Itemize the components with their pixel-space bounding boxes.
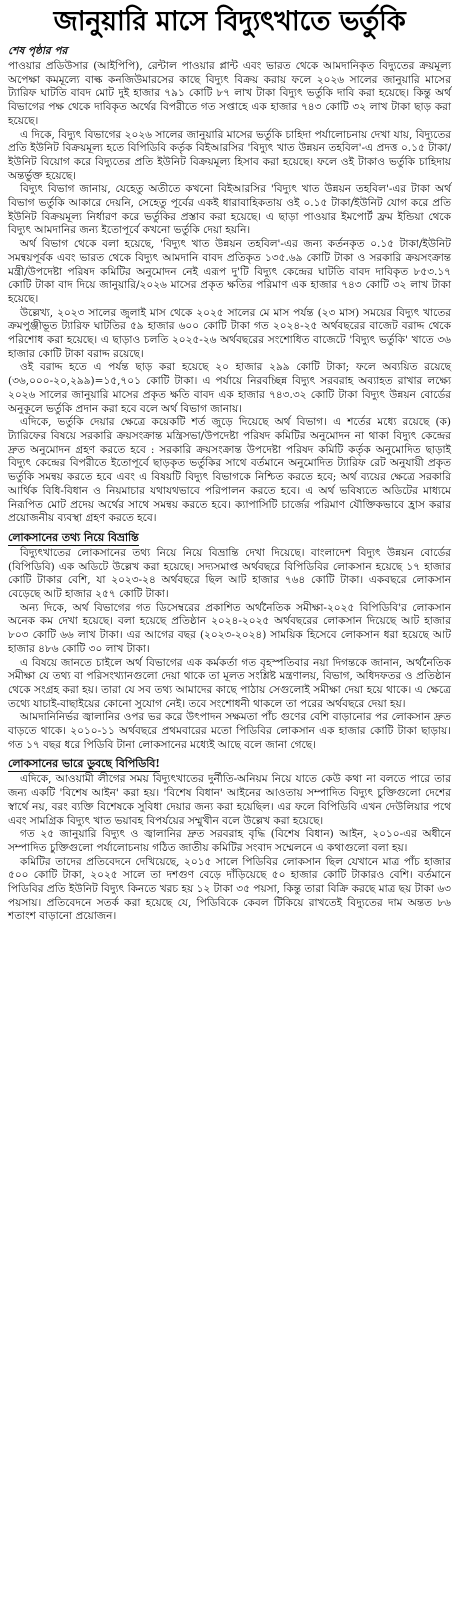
paragraph: এ দিকে, বিদ্যুৎ বিভাগের ২০২৬ সালের জানুয়ারি মাসের ভর্তুকি চাহিদা পর্যালোচনায় দেখা যায়, বিদ্যুতের প্রতি ইউনিট বিক্রয়মূল্য হতে বিপিডিবি কর্তৃক বিইআরসির 'বিদ্যুৎ খাত উন্নয়ন তহবিল'-এ প্রদত্ত ০.১৫ টাকা/ইউনিট বিয়োগ করে বিদ্যুতের প্রতি ইউনিট বিক্রয়মূল্য হিসাব করা হয়েছে। ফলে ওই টাকাও ভর্তুকি চাহিদায় অন্তর্ভুক্ত হয়েছে।	[8, 128, 451, 182]
section-heading-bpdb-sinking: লোকসানের ভারে ডুবছে বিপিডিবি!	[8, 757, 161, 771]
paragraph: বিদ্যুৎখাতের লোকসানের তথ্য নিয়ে নিয়ে বিভ্রান্তি দেখা দিয়েছে। বাংলাদেশ বিদ্যুৎ উন্নয়ন বোর্ডের (বিপিডিবি) এক অডিটে উল্লেখ করা হয়েছে। সদ্যসমাপ্ত অর্থবছরে বিপিডিবির লোকসান হয়েছে ১৭ হাজার কোটি টাকার বেশি, যা ২০২৩-২৪ অর্থবছরে ছিল আট হাজার ৭৬৪ কোটি টাকা। একবছরে লোকসান বেড়েছে আট হাজার ২৫৭ কোটি টাকা।	[8, 546, 451, 601]
paragraph: এ বিষয়ে জানতে চাইলে অর্থ বিভাগের এক কর্মকর্তা গত বৃহস্পতিবার নয়া দিগন্তকে জানান, অর্থনৈতিক সমীক্ষা যে তথ্য বা পরিসংখ্যানগুলো দেয়া থাকে তা মূলত সংশ্লিষ্ট মন্ত্রণালয়, বিভাগ, অধিদফতর ও প্রতিষ্ঠান থেকে সংগ্রহ করা হয়। তারা যে সব তথ্য আমাদের কাছে পাঠায় সেগুলোই সমীক্ষা দেয়া হয়ে থাকে। এ ক্ষেত্রে তথ্যে যাচাই-বাছাইয়ের কোনো সুযোগ নেই। তবে সংশোধনী থাকলে তা পরের অর্থবছরে দেয়া হয়।	[8, 656, 451, 710]
paragraph: বিদ্যুৎ বিভাগ জানায়, যেহেতু অতীতে কখনো বিইআরসির 'বিদ্যুৎ খাত উন্নয়ন তহবিল'-এর টাকা অর্থ বিভাগ ভর্তুকি আকারে দেয়নি, সেহেতু পূর্বের একই ধারাবাহিকতায় ওই ০.১৫ টাকা/ইউনিট যোগ করে প্রতি ইউনিট বিক্রয়মূল্য নির্ধারণ করে ভর্তুকির প্রস্তাব করা হয়েছে। এ ছাড়া পাওয়ার ইমপোর্ট ফ্রম ইন্ডিয়া থেকে বিদ্যুৎ আমদানির জন্য ইতোপূর্বে কখনো ভর্তুকি দেয়া হয়নি।	[8, 183, 451, 237]
paragraph: কমিটির তাদের প্রতিবেদনে দেখিয়েছে, ২০১৫ সালে পিডিবির লোকসান ছিল যেখানে মাত্র পাঁচ হাজার ৫০০ কোটি টাকা, ২০২৫ সালে তা দশগুণ বেড়ে দাঁড়িয়েছে ৫০ হাজার কোটি টাকারও বেশি। বর্তমানে পিডিবির প্রতি ইউনিট বিদ্যুৎ কিনতে খরচ হয় ১২ টাকা ৩৫ পয়সা, কিন্তু তারা বিক্রি করছে মাত্র ছয় টাকা ৬৩ পয়সায়। প্রতিবেদনে সতর্ক করা হয়েছে যে, পিডিবিকে কেবল টিকিয়ে রাখতেই বিদ্যুতের দাম অন্তত ৮৬ শতাংশ বাড়ানো প্রয়োজন।	[8, 855, 451, 923]
paragraph: আমদানিনির্ভর জ্বালানির ওপর ভর করে উৎপাদন সক্ষমতা পাঁচ গুণের বেশি বাড়ানোর পর লোকসান দ্রুত বাড়তে থাকে। ২০১০-১১ অর্থবছরে প্রথমবারের মতো পিডিবির লোকসান এক হাজার কোটি টাকা ছাড়ায়। গত ১৭ বছর ধরে পিডিবি টানা লোকসানের মধ্যেই আছে বলে জানা গেছে।	[8, 711, 451, 751]
paragraph: গত ২৫ জানুয়ারি বিদ্যুৎ ও জ্বালানির দ্রুত সরবরাহ বৃদ্ধি (বিশেষ বিধান) আইন, ২০১০-এর অধীনে সম্পাদিত চুক্তিগুলো পর্যালোচনায় গঠিত জাতীয় কমিটির সংবাদ সম্মেলনে এ কথাগুলো বলা হয়।	[8, 828, 451, 854]
section-heading-loss-info: লোকসানের তথ্য নিয়ে বিভ্রান্তি	[8, 530, 139, 544]
headline: জানুয়ারি মাসে বিদ্যুৎখাতে ভর্তুকি	[53, 6, 406, 37]
paragraph: ওই বরাদ্দ হতে এ পর্যন্ত ছাড় করা হয়েছে ২০ হাজার ২৯৯ কোটি টাকা; ফলে অব্যয়িত রয়েছে (৩৬,০০০-২০,২৯৯)=১৫,৭০১ কোটি টাকা। এ পর্যায়ে নিরবচ্ছিন্ন বিদ্যুৎ সরবরাহ অব্যাহত রাখার লক্ষ্যে ২০২৬ সালের জানুয়ারি মাসের প্রকৃত ক্ষতি বাবদ এক হাজার ৭৪৩.৩২ কোটি টাকা বিদ্যুৎ উন্নয়ন বোর্ডের অনুকূলে ভর্তুকি প্রদান করা হবে বলে অর্থ বিভাগ জানায়।	[8, 361, 451, 415]
paragraph: এদিকে, আওয়ামী লীগের সময় বিদ্যুৎখাতের দুর্নীতি-অনিয়ম নিয়ে যাতে কেউ কথা না বলতে পারে তার জন্য একটি 'বিশেষ আইন' করা হয়। 'বিশেষ বিধান' আইনের আওতায় সম্পাদিত বিদ্যুৎ চুক্তিগুলো দেশের স্বার্থে নয়, বরং ব্যক্তি বিশেষকে সুবিধা দেয়ার জন্য করা হয়েছিল। এর ফলে বিপিডিবি এখন দেউলিয়ার পথে এবং সামগ্রিক বিদ্যুৎ খাত ভয়াবহ বিপর্যয়ের সম্মুখীন বলে উল্লেখ করা হয়েছে।	[8, 773, 451, 827]
paragraph: অন্য দিকে, অর্থ বিভাগের গত ডিসেম্বরের প্রকাশিত অর্থনৈতিক সমীক্ষা-২০২৫ বিপিডিবি'র লোকসান অনেক কম দেখা হয়েছে। বলা হয়েছে প্রতিষ্ঠান ২০২৪-২০২৫ অর্থবছরের লোকসান দিয়েছে আট হাজার ৮০৩ কোটি ৬৬ লাখ টাকা। এর আগের বছর (২০২৩-২০২৪) সাময়িক হিসেবে লোকসান ধরা হয়েছে আট হাজার ৪৮৬ কোটি ৩০ লাখ টাকা।	[8, 601, 451, 655]
paragraph: এদিকে, ভর্তুকি দেয়ার ক্ষেত্রে কয়েকটি শর্ত জুড়ে দিয়েছে অর্থ বিভাগ। এ শর্তের মধ্যে রয়েছে (ক) ট্যারিফের বিষয়ে সরকারি ক্রয়সংক্রান্ত মন্ত্রিসভা/উপদেষ্টা পরিষদ কমিটির অনুমোদন না থাকা বিদ্যুৎ কেন্দ্রের দ্রুত অনুমোদন গ্রহণ করতে হবে : সরকারি ক্রয়সংক্রান্ত উপদেষ্টা পরিষদ কমিটি কর্তৃক অনুমোদিত ছাড়াই বিদ্যুৎ কেন্দ্রের বিপরীতে ইতোপূর্বে ছাড়কৃত ভর্তুকির সাথে বর্তমানে অনুমোদিত ট্যারিফ রেট অনুযায়ী প্রকৃত ভর্তুকি সমন্বয় করতে হবে এবং এ বিষয়টি বিদ্যুৎ বিভাগকে নিশ্চিত করতে হবে; অর্থ ব্যয়ের ক্ষেত্রে সরকারি আর্থিক বিধি-বিধান ও নিয়মাচার যথাযথভাবে পরিপালন করতে হবে। এ অর্থ ভবিষ্যতে অডিটের মাধ্যমে নিরূপিত মোট প্রদেয় অর্থের সাথে সমন্বয় করতে হবে। ক্যাপাসিটি চার্জের পরিমাণ যৌক্তিকভাবে হ্রাস করার প্রয়োজনীয় ব্যবস্থা গ্রহণ করতে হবে।	[8, 416, 451, 525]
paragraph: উল্লেখ্য, ২০২৩ সালের জুলাই মাস থেকে ২০২৫ সালের মে মাস পর্যন্ত (২৩ মাস) সময়ের বিদ্যুৎ খাতের ক্রমপুঞ্জীভূত ট্যারিফ ঘাটতির ৫৯ হাজার ৬০০ কোটি টাকা গত ২০২৪-২৫ অর্থবছরের বাজেট বরাদ্দ থেকে পরিশোধ করা হয়েছে। এ ছাড়াও চলতি ২০২৫-২৬ অর্থবছরের সংশোধিত বাজেটে 'বিদ্যুৎ ভর্তুকি' খাতে ৩৬ হাজার কোটি টাকা বরাদ্দ রয়েছে।	[8, 306, 451, 360]
continued-label: শেষ পৃষ্ঠার পর	[8, 45, 68, 57]
paragraph: পাওয়ার প্রডিউসার (আইপিপি), রেন্টাল পাওয়ার প্লান্ট এবং ভারত থেকে আমদানিকৃত বিদ্যুতের ক্রয়মূল্য অপেক্ষা কমমূল্যে বাল্ক কনজিউমারসের কাছে বিদ্যুৎ বিক্রয় করায় ফলে ২০২৬ সালের জানুয়ারি মাসের ট্যারিফ ঘাটতি বাবদ মোট দুই হাজার ৭৯১ কোটি ৮৭ লাখ টাকা বিদ্যুৎ ভর্তুকি দাবি করা হয়েছে। কিন্তু অর্থ বিভাগের পক্ষ থেকে দাবিকৃত অর্থের বিপরীতে গত সপ্তাহে এক হাজার ৭৪৩ কোটি ৩২ লাখ টাকা ছাড় করা হয়েছে।	[8, 60, 451, 127]
paragraph: অর্থ বিভাগ থেকে বলা হয়েছে, 'বিদ্যুৎ খাত উন্নয়ন তহবিল'-এর জন্য কর্তনকৃত ০.১৫ টাকা/ইউনিট সমন্বয়পূর্বক এবং ভারত থেকে বিদ্যুৎ আমদানি বাবদ প্রতিকৃত ১৩৫.৬৯ কোটি টাকা ও সরকারি ক্রয়সংক্রান্ত মন্ত্রী/উপদেষ্টা পরিষদ কমিটির অনুমোদন নেই এরূপ দু'টি বিদ্যুৎ কেন্দ্রের ঘাটতি বাবদ দাবিকৃত ৮৫৩.১৭ কোটি টাকা বাদ দিয়ে জানুয়ারি/২০২৬ মাসের প্রকৃত ক্ষতির পরিমাণ এক হাজার ৭৪৩ কোটি ৩২ লাখ টাকা হয়েছে।	[8, 238, 452, 305]
